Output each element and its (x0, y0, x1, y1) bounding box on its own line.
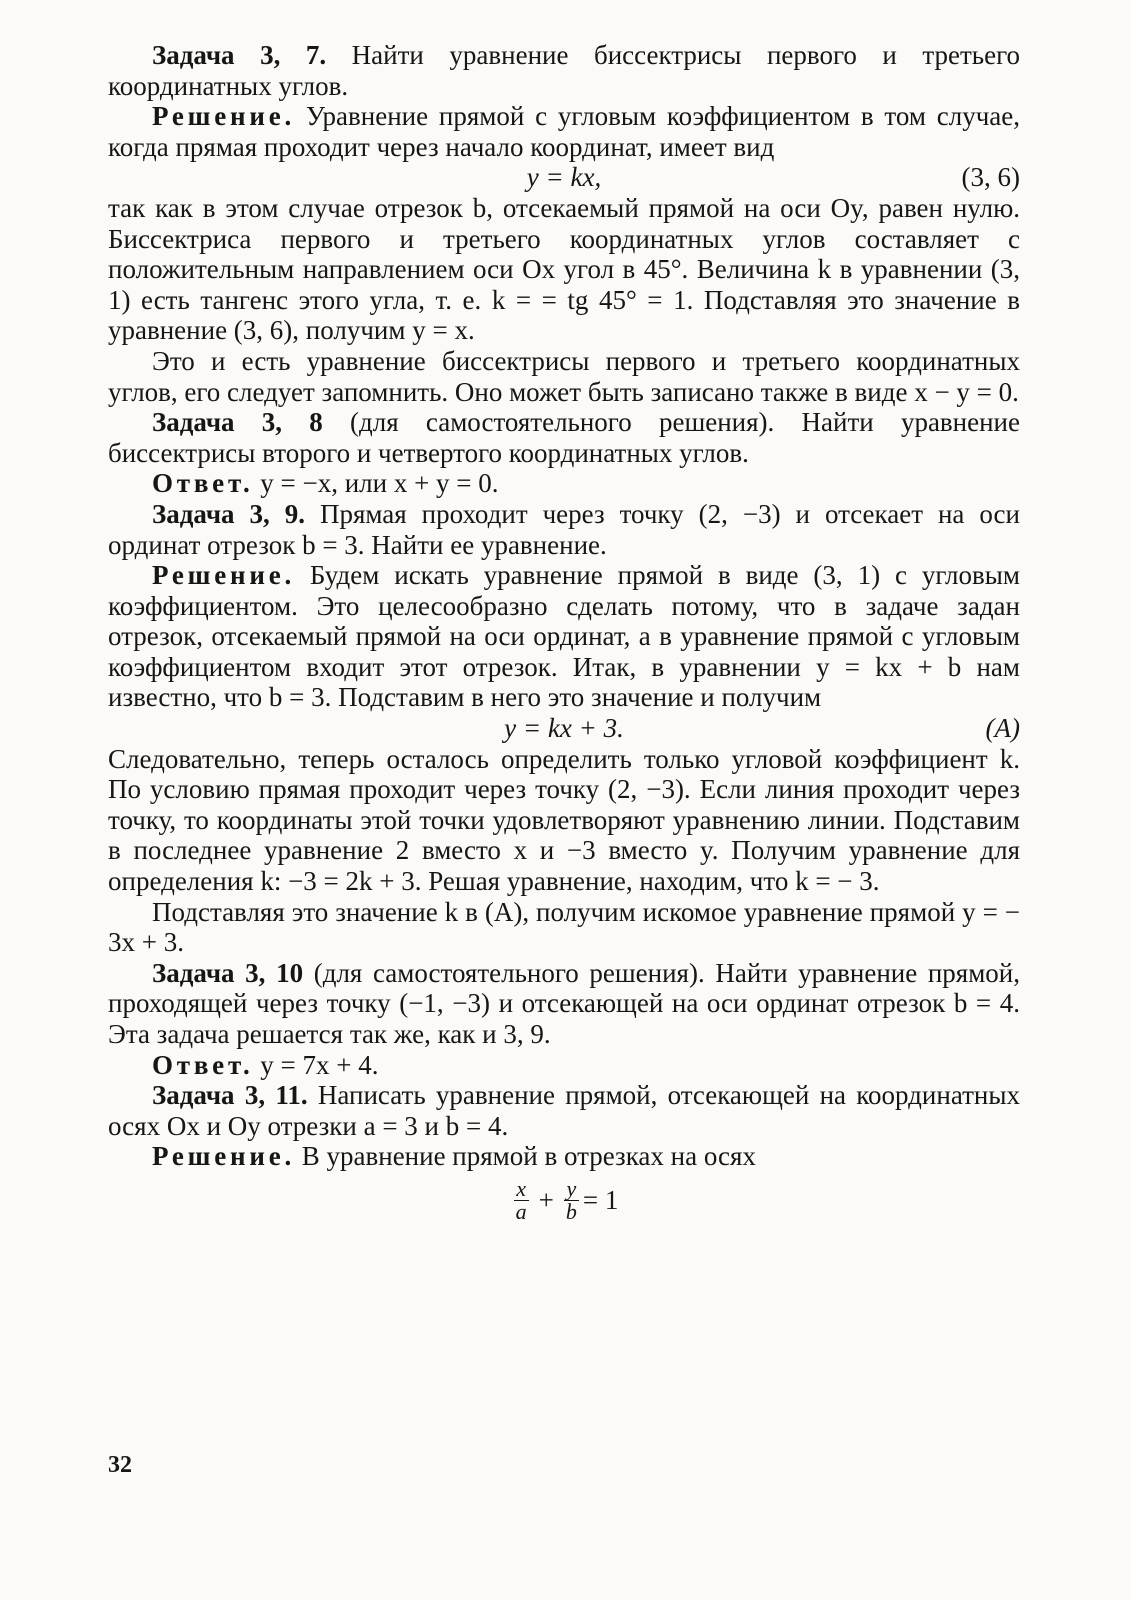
solution-3-7-continued: так как в этом случае отрезок b, отсекаемый прямой на оси Oy, равен нулю. Биссектриса первого и третьего координатных углов составляет с положительным направлением оси Ox угол в 45°. Величина k в уравнении (3, 1) есть тангенс этого угла, т. е. k = = tg 45° = 1. Подставляя это значение в уравнение (3, 6), получим y = x. (108, 192, 1020, 346)
solution-label: Решение. (152, 560, 295, 591)
solution-text: Уравнение прямой с угловым коэффициентом в том случае, когда прямая проходит через начало координат, имеет вид (108, 101, 1020, 162)
denominator: a (515, 1198, 527, 1224)
task-label: Задача 3, 8 (152, 407, 323, 438)
solution-3-11 (108, 1141, 1020, 1172)
task-text: (для самостоятельного решения). Найти уравнение прямой, проходящей через точку (−1, −3) и отсекающей на оси ординат отрезок b = 4. Эта задача решается так же, как и 3, 9. (108, 957, 1020, 1049)
numerator: x (514, 1178, 529, 1201)
answer-3-8 (108, 468, 1020, 499)
solution-3-9 (108, 560, 1020, 713)
answer-3-10 (108, 1050, 1020, 1081)
solution-3-7-note: Это и есть уравнение биссектрисы первого и третьего координатных углов, его следует запомнить. Оно может быть записано также в виде x − y = 0. (108, 345, 1020, 407)
task-label: Задача 3, 11. (152, 1080, 308, 1111)
task-text: Прямая проходит через точку (2, −3) и отсекает на оси ординат отрезок b = 3. Найти ее уравнение. (108, 498, 1020, 560)
task-label: Задача 3, 10 (152, 957, 304, 988)
answer-label: Ответ. (152, 468, 254, 499)
solution-3-9-continued: Следовательно, теперь осталось определить только угловой коэффициент k. По условию прямая проходит через точку (2, −3). Если линия проходит через точку, то координаты этой точки удовлетворяют уравнению линии. Подставим в последнее уравнение 2 вместо x и −3 вместо y. Получим уравнение для определения k: −3 = 2k + 3. Решая уравнение, находим, что k = − 3. (108, 743, 1020, 897)
numerator: y (564, 1178, 579, 1201)
formula-number: (A) (985, 713, 1020, 744)
formula-intercept-form (108, 1172, 1020, 1238)
formula-a (108, 713, 1020, 744)
answer-text: y = −x, или x + y = 0. (253, 468, 499, 499)
page-number: 32 (108, 1452, 132, 1478)
answer-text: y = 7x + 4. (253, 1049, 379, 1080)
equals-one: = 1 (582, 1185, 619, 1216)
page-text (108, 40, 1020, 1238)
formula-3-6 (108, 162, 1020, 193)
formula-expression: y = kx, (526, 162, 602, 193)
task-3-11 (108, 1080, 1020, 1141)
formula-expression: y = kx + 3. (504, 713, 624, 744)
solution-3-7 (108, 101, 1020, 162)
formula-number: (3, 6) (961, 162, 1020, 193)
solution-label: Решение. (152, 1141, 295, 1172)
task-3-10 (108, 958, 1020, 1050)
answer-label: Ответ. (152, 1049, 254, 1080)
fraction-x-over-a (514, 1175, 529, 1224)
solution-text: В уравнение прямой в отрезках на осях (295, 1141, 756, 1172)
task-text: Найти уравнение биссектрисы первого и третьего координатных углов. (108, 40, 1020, 101)
task-3-7 (108, 40, 1020, 101)
task-label: Задача 3, 9. (152, 498, 305, 529)
denominator: b (565, 1198, 577, 1224)
task-text: Написать уравнение прямой, отсекающей на координатных осях Ox и Oy отрезки a = 3 и b = 4. (108, 1080, 1020, 1141)
task-3-8 (108, 407, 1020, 468)
plus-sign: + (538, 1185, 554, 1216)
solution-3-9-final: Подставляя это значение k в (A), получим искомое уравнение прямой y = − 3x + 3. (108, 896, 1020, 958)
solution-text: Будем искать уравнение прямой в виде (3, 1) с угловым коэффициентом. Это целесообразно сделать потому, что в задаче задан отрезок, отсекаемый прямой на оси ординат, а в уравнение прямой с угловым коэффициентом входит этот отрезок. Итак, в уравнении y = kx + b нам известно, что b = 3. Подставим в него это значение и получим (108, 560, 1020, 713)
solution-label: Решение. (152, 101, 295, 132)
fraction-y-over-b (564, 1175, 579, 1224)
formula-expression (108, 1175, 1020, 1224)
task-3-9 (108, 499, 1020, 560)
task-text: (для самостоятельного решения). Найти уравнение биссектрисы второго и четвертого координатных углов. (108, 407, 1020, 468)
task-label: Задача 3, 7. (152, 40, 327, 70)
